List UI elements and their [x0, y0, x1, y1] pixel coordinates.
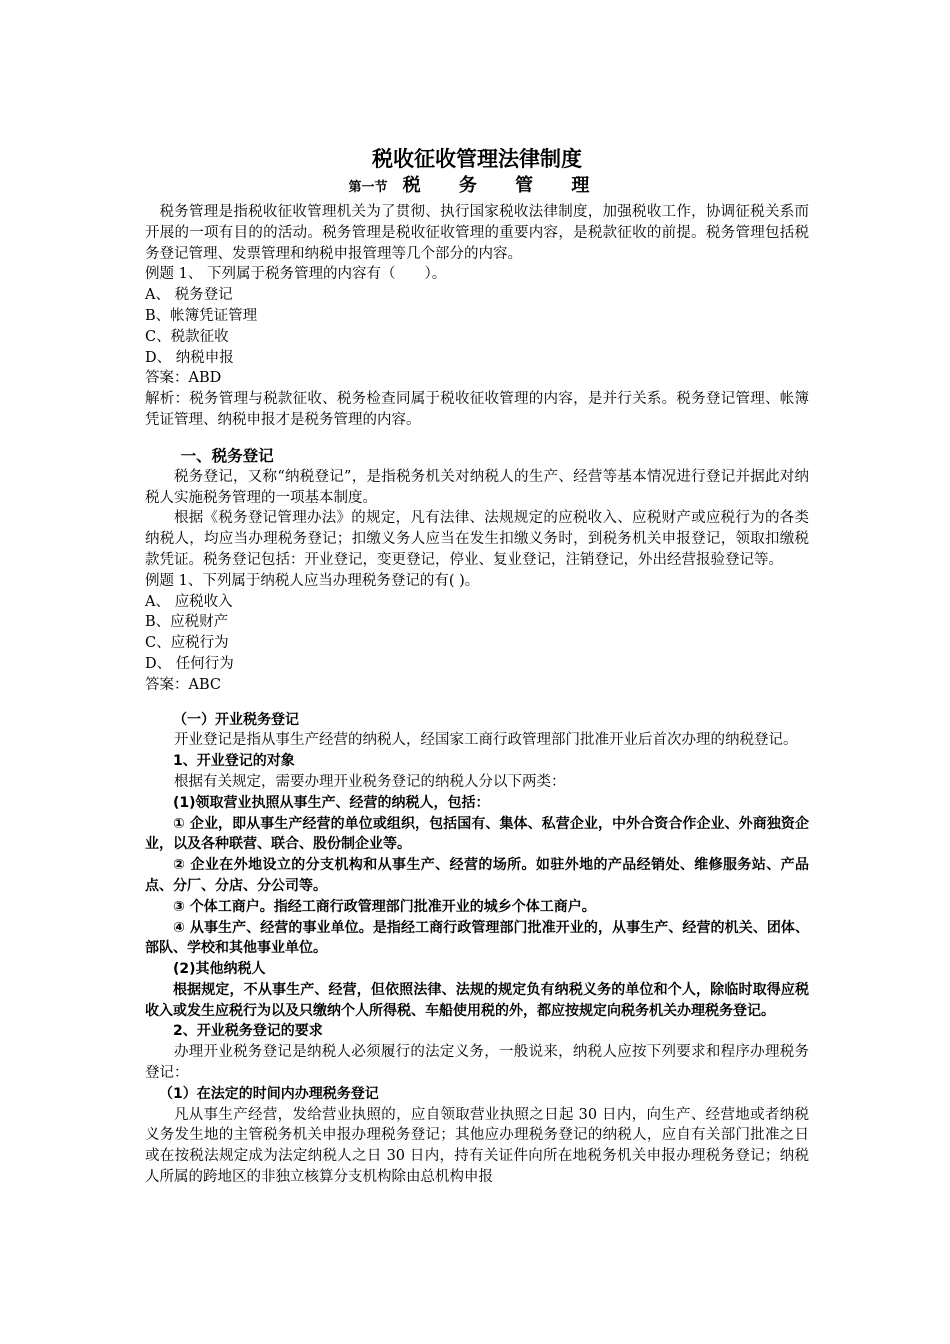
example1-answer: 答案：ABD: [145, 370, 222, 387]
category-1-heading: (1)领取营业执照从事生产、经营的纳税人，包括：: [173, 794, 490, 811]
heading-tax-registration: 一、税务登记: [180, 446, 274, 465]
example1-option-b: B、帐簿凭证管理: [145, 307, 258, 324]
category-1-item: ③ 个体工商户。指经工商行政管理部门批准开业的城乡个体工商户。: [173, 898, 596, 915]
subheading-registration-requirements: 2、开业税务登记的要求: [173, 1023, 323, 1040]
example1-analysis: 解析：税务管理与税款征收、税务检查同属于税收征收管理的内容，是并行关系。税务登记管理、帐簿凭证管理、纳税申报才是税务管理的内容。: [145, 391, 809, 428]
example2-answer: 答案：ABC: [145, 676, 221, 693]
targets-paragraph: 根据有关规定，需要办理开业税务登记的纳税人分以下两类：: [174, 773, 566, 790]
heading-opening-registration: （一）开业税务登记: [173, 711, 299, 728]
section-name: 税 务 管 理: [402, 175, 606, 196]
category-2-paragraph: 根据规定，不从事生产、经营，但依照法律、法规的规定负有纳税义务的单位和个人，除临时取得应税收入或发生应税行为以及只缴纳个人所得税、车船使用税的外，都应按规定向税务机关办理税务登记。: [145, 981, 809, 1019]
document-page: [145, 144, 809, 1188]
example1-option-a: A、 税务登记: [145, 287, 233, 304]
requirements-paragraph: 办理开业税务登记是纳税人必须履行的法定义务，一般说来，纳税人应按下列要求和程序办理税务登记：: [145, 1044, 809, 1082]
example1-option-d: D、 纳税申报: [145, 349, 234, 366]
section-label: 第一节: [348, 180, 388, 195]
example2-option-c: C、应税行为: [145, 635, 229, 652]
registration-paragraph-2: 根据《税务登记管理办法》的规定，凡有法律、法规规定的应税收入、应税财产或应税行为的各类纳税人，均应当办理税务登记；扣缴义务人应当在发生扣缴义务时，到税务机关申报登记，领取扣缴税款凭证。税务登记包括：开业登记，变更登记，停业、复业登记，注销登记，外出经营报验登记等。: [145, 510, 809, 568]
example2-option-a: A、 应税收入: [145, 593, 233, 610]
section-heading: [145, 174, 809, 200]
intro-paragraph: 税务管理是指税收征收管理机关为了贯彻、执行国家税收法律制度，加强税收工作，协调征税关系而开展的一项有目的的活动。税务管理是税收征收管理的重要内容，是税款征收的前提。税务管理包括税务登记管理、发票管理和纳税申报管理等几个部分的内容。: [145, 204, 809, 262]
category-2-heading: (2)其他纳税人: [173, 961, 266, 978]
subheading-statutory-time: （1）在法定的时间内办理税务登记: [159, 1085, 379, 1102]
registration-paragraph-1: 税务登记，又称“纳税登记”，是指税务机关对纳税人的生产、经营等基本情况进行登记并据此对纳税人实施税务管理的一项基本制度。: [145, 468, 809, 506]
example1-question: 例题 1、 下列属于税务管理的内容有（ ）。: [145, 266, 447, 283]
document-title: 税收征收管理法律制度: [372, 147, 582, 171]
statutory-time-paragraph: 凡从事生产经营，发给营业执照的，应自领取营业执照之日起 30 日内，向生产、经营地或者纳税义务发生地的主管税务机关申报办理税务登记；其他应办理税务登记的纳税人，应自有关部门批准之日或在按税法规定成为法定纳税人之日 30 日内，持有关证件向所在地税务机关申报办理税务登记；纳税人所属的跨地区的非独立核算分支机构除由总机构申报: [145, 1106, 809, 1186]
opening-paragraph: 开业登记是指从事生产经营的纳税人，经国家工商行政管理部门批准开业后首次办理的纳税登记。: [174, 732, 798, 749]
example2-option-b: B、应税财产: [145, 614, 229, 631]
category-1-item: ④ 从事生产、经营的事业单位。是指经工商行政管理部门批准开业的，从事生产、经营的机关、团体、部队、学校和其他事业单位。: [145, 919, 809, 957]
example2-question: 例题 1、下列属于纳税人应当办理税务登记的有( )。: [145, 572, 480, 589]
category-1-item: ① 企业，即从事生产经营的单位或组织，包括国有、集体、私营企业，中外合资合作企业、外商独资企业，以及各种联营、联合、股份制企业等。: [145, 815, 809, 853]
category-1-item: ② 企业在外地设立的分支机构和从事生产、经营的场所。如驻外地的产品经销处、维修服务站、产品点、分厂、分店、分公司等。: [145, 857, 809, 894]
subheading-registration-targets: 1、开业登记的对象: [173, 753, 295, 770]
example2-option-d: D、 任何行为: [145, 655, 234, 672]
example1-option-c: C、税款征收: [145, 328, 229, 345]
